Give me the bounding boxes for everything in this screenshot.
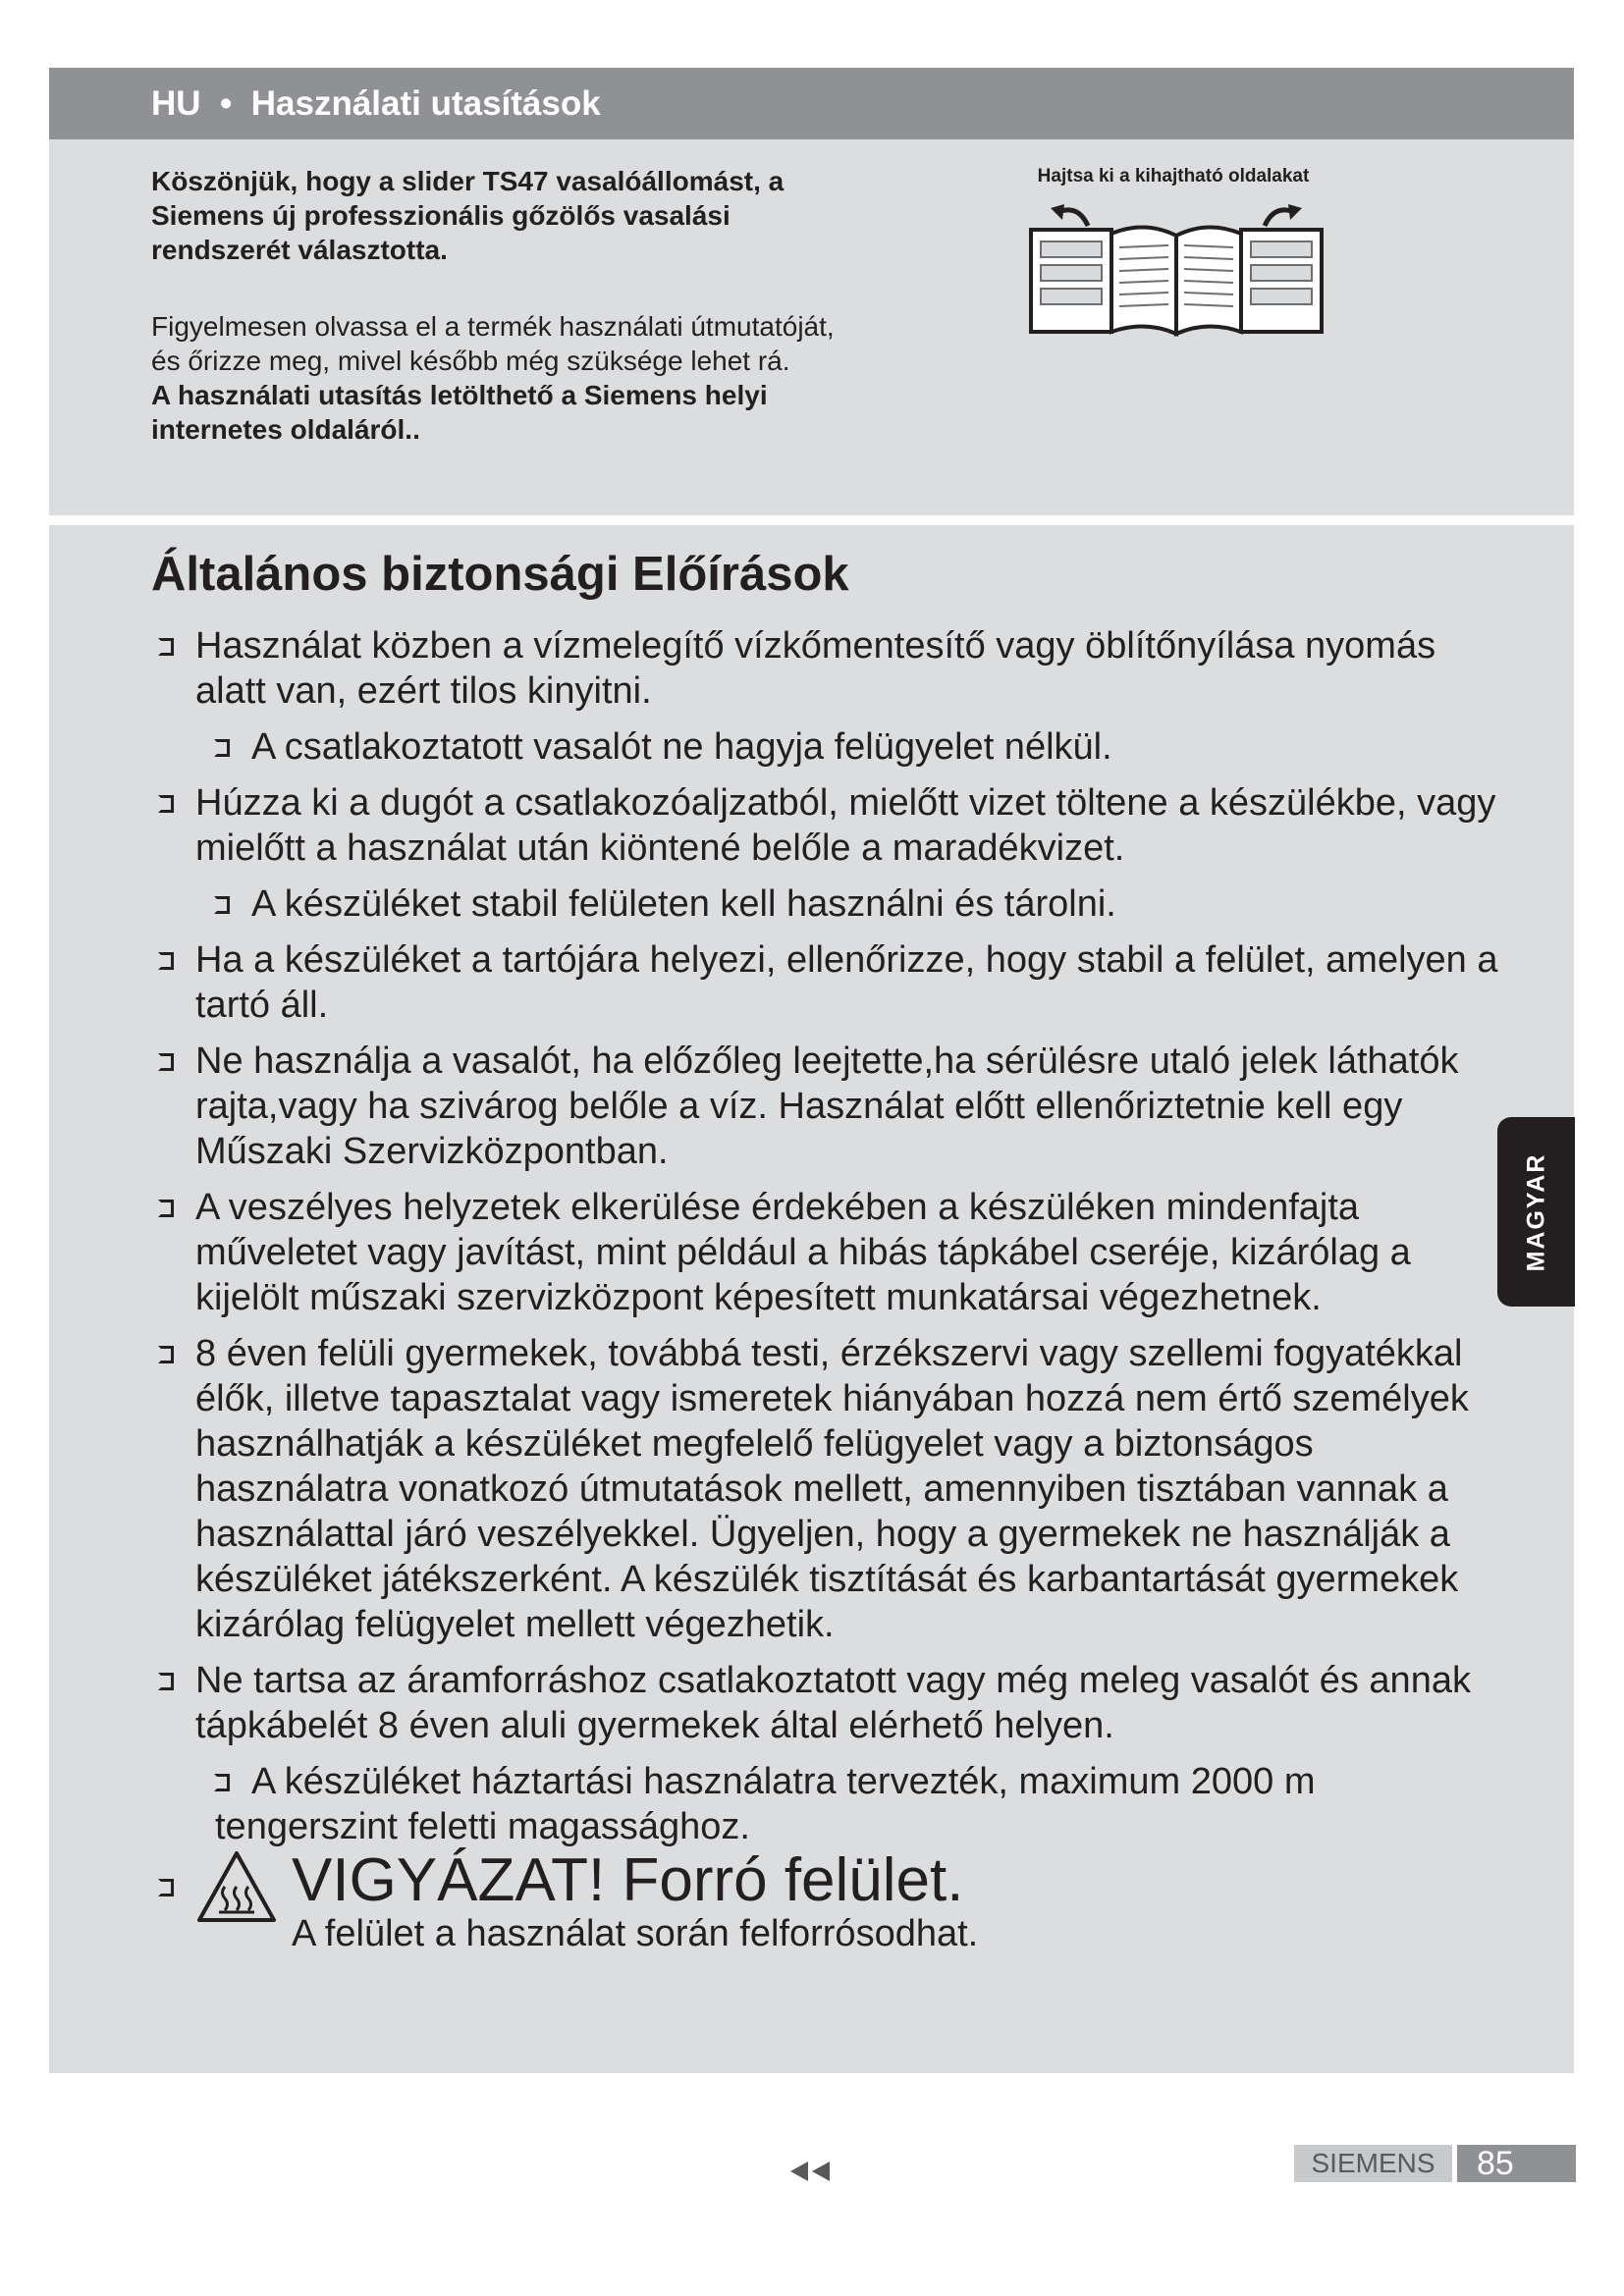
checkbox-bullet-icon	[158, 1053, 174, 1071]
safety-item-text: A csatlakoztatott vasalót ne hagyja felügyelet nélkül.	[251, 726, 1112, 768]
back-arrows-icon	[790, 2160, 834, 2183]
fold-caption: Hajtsa ki a kihajtható oldalakat	[1037, 166, 1310, 187]
checkbox-bullet-icon	[158, 1200, 174, 1217]
section-title: Általános biztonsági Előírások	[151, 548, 849, 601]
intro-thanks: Köszönjük, hogy a slider TS47 vasalóállomást, a Siemens új professzionális gőzölős vasalási rendszerét választotta.	[151, 166, 785, 265]
checkbox-bullet-icon	[158, 638, 174, 656]
safety-item	[49, 623, 1511, 714]
safety-item	[49, 881, 1511, 927]
fold-out-pages-icon	[980, 190, 1373, 338]
safety-item-text: Ne használja a vasalót, ha előzőleg leejtette,ha sérülésre utaló jelek láthatók rajta,vagy ha szivárog belőle a víz. Használat előtt ellenőriztetnie kell egy Műszaki Szervizközpontban.	[195, 1041, 1459, 1172]
checkbox-bullet-icon	[214, 896, 230, 914]
checkbox-bullet-icon	[158, 1346, 174, 1363]
safety-item	[49, 1658, 1511, 1748]
page-number: 85	[1457, 2145, 1576, 2182]
checkbox-bullet-icon	[158, 795, 174, 813]
safety-item	[49, 1759, 1511, 1849]
header-separator: •	[220, 84, 233, 123]
hot-surface-warning	[49, 1846, 1509, 1955]
safety-item-text: 8 éven felüli gyermekek, továbbá testi, érzékszervi vagy szellemi fogyatékkal élők, illetve tapasztalat vagy ismeretek hiányában hozzá nem értő személyek használhatják a készüléket megfelelő felügyelet vagy a biztonságos használatra vonatkozó útmutatások mellett, amennyiben tisztában vannak a használattal járó veszélyekkel. Ügyeljen, hogy a gyermekek ne használják a készüléket játékszerként. A készülék tisztítását és karbantartását gyermekek kizárólag felügyelet mellett végezhetik.	[195, 1333, 1469, 1645]
side-tab-label: MAGYAR	[1522, 1152, 1549, 1271]
safety-item-text: A veszélyes helyzetek elkerülése érdekében a készüléken mindenfajta műveletet vagy javítást, mint például a hibás tápkábel cseréje, kizárólag a kijelölt műszaki szervizközpont képesített munkatársai végezhetnek.	[195, 1187, 1411, 1318]
safety-item-text: A készüléket háztartási használatra tervezték, maximum 2000 m	[251, 1761, 1316, 1802]
safety-list	[49, 623, 1574, 1966]
safety-item	[49, 780, 1511, 871]
header-title: Használati utasítások	[250, 84, 601, 123]
section-divider	[49, 515, 1574, 525]
safety-item	[49, 937, 1511, 1028]
checkbox-bullet-icon	[214, 739, 230, 757]
language-side-tab	[1497, 1117, 1575, 1307]
safety-item	[49, 1039, 1511, 1174]
safety-item	[49, 1331, 1511, 1647]
safety-item-text-continued: tengerszint feletti magassághoz.	[215, 1806, 750, 1847]
hot-surface-warning-icon	[195, 1849, 278, 1924]
intro-panel	[49, 139, 1574, 515]
header-bar	[49, 68, 1574, 139]
safety-item-text: Ne tartsa az áramforráshoz csatlakoztatott vagy még meleg vasalót és annak tápkábelét 8 éven aluli gyermekek által elérhető helyen.	[195, 1660, 1471, 1746]
warning-text: A felület a használat során felforrósodhat.	[292, 1913, 979, 1954]
brand-label: SIEMENS	[1294, 2145, 1452, 2182]
checkbox-bullet-icon	[158, 952, 174, 970]
read-carefully-text: Figyelmesen olvassa el a termék használati útmutatóját, és őrizze meg, mivel később még szüksége lehet rá.	[151, 311, 835, 376]
safety-item	[49, 724, 1511, 770]
download-note: A használati utasítás letölthető a Siemens helyi internetes oldaláról..	[151, 380, 768, 445]
checkbox-bullet-icon	[214, 1774, 230, 1791]
safety-item	[49, 1185, 1511, 1320]
checkbox-bullet-icon	[158, 1673, 174, 1690]
safety-item-text: A készüléket stabil felületen kell használni és tárolni.	[251, 883, 1116, 925]
checkbox-bullet-icon	[158, 1879, 174, 1896]
safety-item-text: Használat közben a vízmelegítő vízkőmentesítő vagy öblítőnyílása nyomás alatt van, ezért tilos kinyitni.	[195, 625, 1436, 712]
header-text	[151, 68, 601, 139]
safety-panel	[49, 525, 1574, 2073]
safety-item-text: Ha a készüléket a tartójára helyezi, ellenőrizze, hogy stabil a felület, amelyen a tartó áll.	[195, 939, 1498, 1026]
warning-title: VIGYÁZAT! Forró felület.	[292, 1846, 964, 1914]
language-code: HU	[151, 84, 201, 123]
intro-read-note	[151, 309, 839, 447]
safety-item-text: Húzza ki a dugót a csatlakozóaljzatból, mielőtt vizet töltene a készülékbe, vagy mielőtt a használat után kiöntené belőle a maradékvizet.	[195, 782, 1496, 869]
